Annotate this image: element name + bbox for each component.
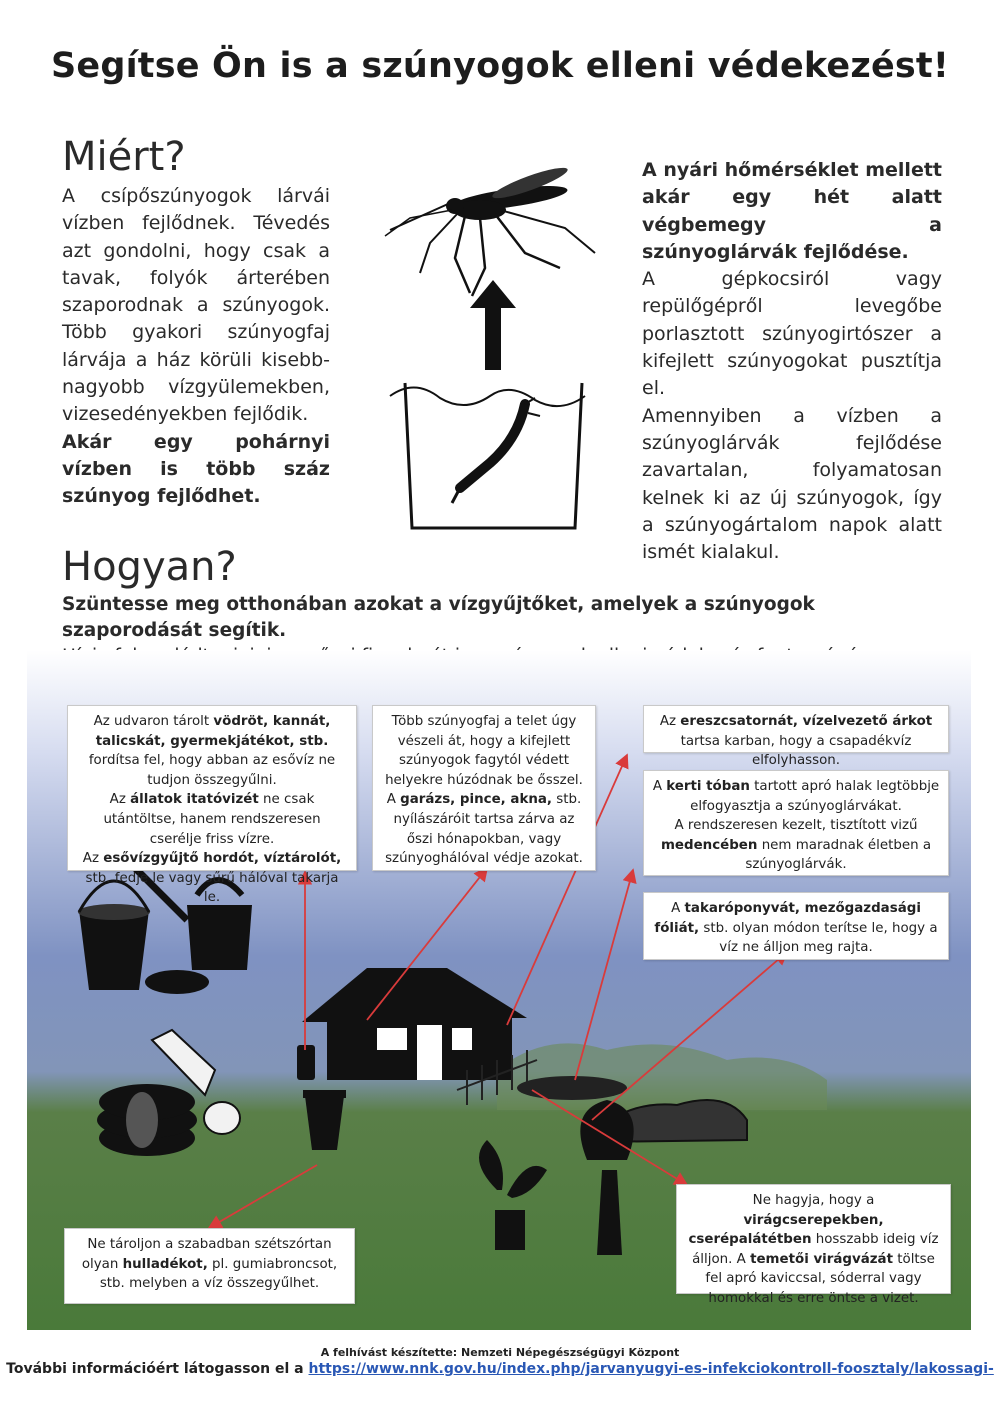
mosquito-larva-illustration	[360, 158, 620, 540]
section-heading-miert: Miért?	[62, 134, 186, 180]
page-title: Segítse Ön is a szúnyogok elleni védekezést!	[50, 46, 950, 86]
right-bold-paragraph: A nyári hőmérséklet mellett akár egy hét alatt végbemegy a szúnyoglárvák fejlődése.	[642, 159, 942, 263]
callout-gutters: Az ereszcsatornát, vízelvezető árkot tartsa karban, hogy a csapadékvíz elfolyhasson.	[643, 705, 949, 753]
garden-pond-icon	[517, 1076, 627, 1100]
nnk-link[interactable]: https://www.nnk.gov.hu/index.php/jarvanyugyi-es-infekciokontroll-foosztaly/lakossagi-	[308, 1361, 994, 1377]
arrow-up-icon	[470, 280, 516, 370]
rain-barrel-icon	[297, 1045, 315, 1080]
miert-bold-paragraph: Akár egy pohárnyi vízben is több száz szúnyog fejlődhet.	[62, 430, 330, 508]
right-column-text	[642, 157, 942, 566]
tires-icon	[97, 1084, 197, 1156]
right-paragraph-1: A gépkocsiról vagy repülőgépről levegőbe porlasztott szúnyogirtószer a kifejlett szúnyogokat pusztítja el.	[642, 268, 942, 400]
right-paragraph-2: Amennyiben a vízben a szúnyoglárvák fejlődése zavartalan, folyamatosan kelnek ki az új szúnyogok, így a szúnyogártalom napok alatt ismét kialakul.	[642, 404, 942, 564]
callout-tarp: A takaróponyvát, mezőgazdasági fóliát, stb. olyan módon terítse le, hogy a víz ne álljon meg rajta.	[643, 892, 949, 960]
glass-of-water-icon	[390, 383, 585, 528]
callout-pond-pool: A kerti tóban tartott apró halak legtöbbje elfogyasztja a szúnyoglárvákat. A rendszeresen kezelt, tisztított vizű medencében nem maradnak életben a szúnyoglárvák.	[643, 770, 949, 876]
callout-waste-tires: Ne tároljon a szabadban szétszórtan olyan hulladékot, pl. gumiabroncsot, stb. melyben a víz összegyűlhet.	[64, 1228, 355, 1304]
jar-icon	[204, 1102, 240, 1134]
mosquito-icon	[385, 163, 595, 296]
hogyan-bold-sentence: Szüntesse meg otthonában azokat a vízgyűjtőket, amelyek a szúnyogok szaporodását segítik.	[62, 594, 815, 641]
callout-yard-containers: Az udvaron tárolt vödröt, kannát, talicskát, gyermekjátékot, stb. fordítsa fel, hogy abban az esővíz ne tudjon összegyűlni. Az állatok itatóvizét ne csak utántöltse, hanem rendszeresen cserélje friss vízre. Az esővízgyűjtő hordót, víztárolót, stb. fedje le vagy sűrű hálóval takarja le.	[67, 705, 357, 871]
footer-credit: A felhívást készítette: Nemzeti Népegészségügyi Központ	[320, 1346, 680, 1359]
footer-info: További információért látogasson el a https://www.nnk.gov.hu/index.php/jarvanyugyi-es-infekciokontroll-foosztaly/lakossagi-	[6, 1361, 994, 1377]
pet-bowl-icon	[145, 970, 209, 994]
section-heading-hogyan: Hogyan?	[62, 544, 237, 590]
callout-winter-shelter: Több szúnyogfaj a telet úgy vészeli át, hogy a kifejlett szúnyogok fagytól védett helyekre húzódnak be ősszel. A garázs, pince, akna, stb. nyílászáróit tartsa zárva az őszi hónapokban, vagy szúnyoghálóval védje azokat.	[372, 705, 596, 871]
callout-flowerpots: Ne hagyja, hogy a virágcserepekben, cserépalátétben hosszabb ideig víz álljon. A temetői virágvázát töltse fel apró kaviccsal, sóderral vagy homokkal és erre öntse a vizet.	[676, 1184, 951, 1294]
larva-icon	[452, 398, 540, 503]
miert-paragraph: A csípőszúnyogok lárvái vízben fejlődnek. Tévedés azt gondolni, hogy csak a tavak, folyók árterében szaporodnak a szúnyogok. Több gyakori szúnyogfaj lárvája a ház körüli kisebb-nagyobb vízgyülemekben, vizesedényekben fejlődik.	[62, 185, 330, 426]
miert-text	[62, 183, 330, 511]
